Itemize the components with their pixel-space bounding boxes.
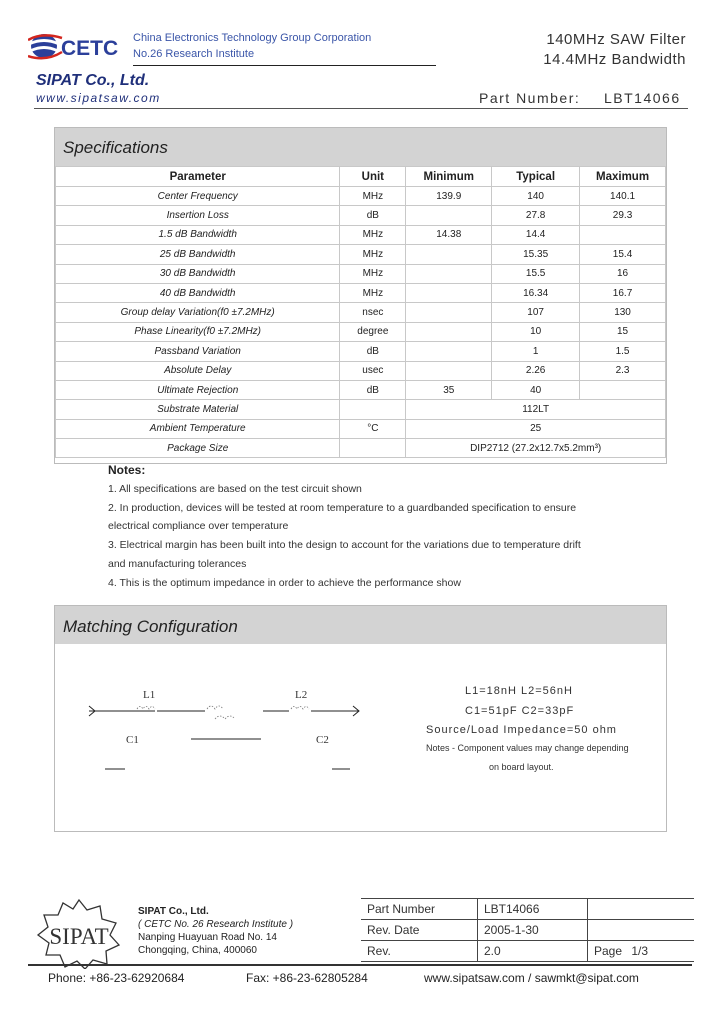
- c1-label: C1: [126, 734, 139, 746]
- min-cell: [406, 361, 492, 380]
- unit-cell: nsec: [340, 303, 406, 322]
- matching-title: Matching Configuration: [63, 617, 238, 636]
- max-cell: [580, 225, 666, 244]
- l1-label: L1: [143, 689, 156, 701]
- matching-section: [54, 605, 667, 832]
- document-info-table: [361, 898, 694, 962]
- table-row: [56, 206, 666, 225]
- unit-cell: [340, 400, 406, 419]
- component-values-l: L1=18nH L2=56nH: [465, 685, 573, 697]
- min-cell: 139.9: [406, 187, 492, 206]
- table-row: [56, 380, 666, 399]
- min-cell: [406, 206, 492, 225]
- typ-cell: 15.5: [492, 264, 580, 283]
- sipat-logo: [28, 897, 130, 969]
- company-name: SIPAT Co., Ltd.: [36, 72, 150, 89]
- max-cell: 15.4: [580, 245, 666, 264]
- max-cell: 16: [580, 264, 666, 283]
- component-values-c: C1=51pF C2=33pF: [465, 705, 575, 717]
- min-cell: [406, 245, 492, 264]
- column-header: Maximum: [580, 167, 666, 187]
- table-row: [56, 225, 666, 244]
- param-cell: Passband Variation: [56, 342, 340, 361]
- unit-cell: MHz: [340, 225, 406, 244]
- table-row: [56, 400, 666, 419]
- max-cell: 130: [580, 303, 666, 322]
- param-cell: 1.5 dB Bandwidth: [56, 225, 340, 244]
- max-cell: 15: [580, 322, 666, 341]
- max-cell: [580, 380, 666, 399]
- param-cell: 25 dB Bandwidth: [56, 245, 340, 264]
- typ-cell: 1: [492, 342, 580, 361]
- column-header: Parameter: [56, 167, 340, 187]
- typ-cell: 14.4: [492, 225, 580, 244]
- max-cell: 1.5: [580, 342, 666, 361]
- footer-company: SIPAT Co., Ltd.: [138, 906, 209, 917]
- min-cell: 14.38: [406, 225, 492, 244]
- column-header: Typical: [492, 167, 580, 187]
- param-cell: Phase Linearity(f0 ±7.2MHz): [56, 322, 340, 341]
- l2-inductor: [291, 707, 309, 710]
- param-cell: Substrate Material: [56, 400, 340, 419]
- footer-address1: Nanping Huayuan Road No. 14: [138, 932, 277, 943]
- table-row: [56, 264, 666, 283]
- min-cell: [406, 264, 492, 283]
- max-cell: 16.7: [580, 283, 666, 302]
- info-label: Part Number: [361, 899, 478, 920]
- footer-phone: Phone: +86-23-62920684: [48, 971, 185, 985]
- notes-title: Notes:: [108, 463, 146, 477]
- min-cell: [406, 303, 492, 322]
- typ-cell: 15.35: [492, 245, 580, 264]
- info-value: 2005-1-30: [478, 920, 588, 941]
- typ-cell: 40: [492, 380, 580, 399]
- org-name-line2: No.26 Research Institute: [133, 48, 255, 60]
- table-row: [56, 439, 666, 458]
- header-rule: [34, 108, 688, 109]
- min-cell: [406, 342, 492, 361]
- min-cell: [406, 283, 492, 302]
- product-title: 140MHz SAW Filter: [546, 31, 686, 48]
- unit-cell: degree: [340, 322, 406, 341]
- matching-circuit-diagram: [85, 681, 385, 781]
- page-cell: [588, 941, 695, 962]
- table-row: [56, 322, 666, 341]
- sipat-logo-text: SIPAT: [49, 924, 109, 949]
- specifications-table: [55, 166, 666, 458]
- typ-cell: 2.26: [492, 361, 580, 380]
- website-link[interactable]: www.sipatsaw.com: [36, 91, 161, 105]
- table-row: [56, 187, 666, 206]
- column-header: Minimum: [406, 167, 492, 187]
- part-number-value: LBT14066: [604, 90, 681, 106]
- l2-label: L2: [295, 689, 308, 701]
- table-row: [361, 920, 694, 941]
- table-row: [56, 245, 666, 264]
- footer-address2: Chongqing, China, 400060: [138, 945, 257, 956]
- table-row: [56, 342, 666, 361]
- param-cell: Package Size: [56, 439, 340, 458]
- specifications-section: [54, 127, 667, 464]
- param-cell: Absolute Delay: [56, 361, 340, 380]
- min-cell: 35: [406, 380, 492, 399]
- impedance-text: Source/Load Impedance=50 ohm: [426, 724, 617, 736]
- footer-fax: Fax: +86-23-62805284: [246, 971, 368, 985]
- typ-cell: 27.8: [492, 206, 580, 225]
- table-row: [56, 419, 666, 438]
- value-cell: 112LT: [406, 400, 666, 419]
- org-name-line1: China Electronics Technology Group Corporation: [133, 32, 372, 44]
- unit-cell: MHz: [340, 187, 406, 206]
- unit-cell: MHz: [340, 283, 406, 302]
- cetc-logo-text: CETC: [61, 37, 119, 60]
- matching-header-bar: [55, 606, 666, 644]
- header-divider: [133, 65, 436, 66]
- param-cell: Group delay Variation(f0 ±7.2MHz): [56, 303, 340, 322]
- part-number-label: Part Number:: [479, 90, 581, 106]
- max-cell: 2.3: [580, 361, 666, 380]
- unit-cell: MHz: [340, 264, 406, 283]
- note-line: 4. This is the optimum impedance in order to achieve the performance show: [108, 577, 461, 589]
- info-value: LBT14066: [478, 899, 588, 920]
- param-cell: Ultimate Rejection: [56, 380, 340, 399]
- note-line: and manufacturing tolerances: [108, 558, 247, 570]
- param-cell: 40 dB Bandwidth: [56, 283, 340, 302]
- unit-cell: [340, 439, 406, 458]
- typ-cell: 140: [492, 187, 580, 206]
- table-header-row: [56, 167, 666, 187]
- value-cell: 25: [406, 419, 666, 438]
- table-row: [56, 303, 666, 322]
- typ-cell: 107: [492, 303, 580, 322]
- l1-inductor: [137, 707, 155, 710]
- param-cell: Insertion Loss: [56, 206, 340, 225]
- table-row: [361, 899, 694, 920]
- unit-cell: MHz: [340, 245, 406, 264]
- info-value: 2.0: [478, 941, 588, 962]
- footer-web-email[interactable]: www.sipatsaw.com / sawmkt@sipat.com: [424, 971, 639, 985]
- info-label: Rev. Date: [361, 920, 478, 941]
- max-cell: 140.1: [580, 187, 666, 206]
- min-cell: [406, 322, 492, 341]
- unit-cell: °C: [340, 419, 406, 438]
- table-row: [56, 361, 666, 380]
- matching-note-line2: on board layout.: [489, 762, 554, 772]
- max-cell: 29.3: [580, 206, 666, 225]
- param-cell: 30 dB Bandwidth: [56, 264, 340, 283]
- cetc-logo: [28, 28, 133, 68]
- specifications-header-bar: [55, 128, 666, 166]
- page-label: Page: [594, 944, 623, 958]
- cetc-globe-icon: [28, 34, 62, 58]
- note-line: electrical compliance over temperature: [108, 520, 289, 532]
- unit-cell: dB: [340, 342, 406, 361]
- unit-cell: dB: [340, 206, 406, 225]
- footer-institute: ( CETC No. 26 Research Institute ): [138, 919, 294, 930]
- value-cell: DIP2712 (27.2x12.7x5.2mm³): [406, 439, 666, 458]
- table-row: [56, 283, 666, 302]
- note-line: 3. Electrical margin has been built into the design to account for the variations due to temperature drift: [108, 539, 581, 551]
- info-label: Rev.: [361, 941, 478, 962]
- note-line: 1. All specifications are based on the test circuit shown: [108, 483, 362, 495]
- unit-cell: usec: [340, 361, 406, 380]
- table-row: [361, 941, 694, 962]
- param-cell: Ambient Temperature: [56, 419, 340, 438]
- param-cell: Center Frequency: [56, 187, 340, 206]
- product-bandwidth: 14.4MHz Bandwidth: [543, 51, 686, 68]
- typ-cell: 10: [492, 322, 580, 341]
- footer-rule: [28, 964, 692, 966]
- specifications-title: Specifications: [63, 138, 168, 157]
- typ-cell: 16.34: [492, 283, 580, 302]
- page-value: 1/3: [631, 944, 649, 958]
- c2-label: C2: [316, 734, 329, 746]
- matching-note-line1: Notes - Component values may change depending: [426, 743, 629, 753]
- note-line: 2. In production, devices will be tested at room temperature to a guardbanded specification to ensure: [108, 502, 577, 514]
- unit-cell: dB: [340, 380, 406, 399]
- column-header: Unit: [340, 167, 406, 187]
